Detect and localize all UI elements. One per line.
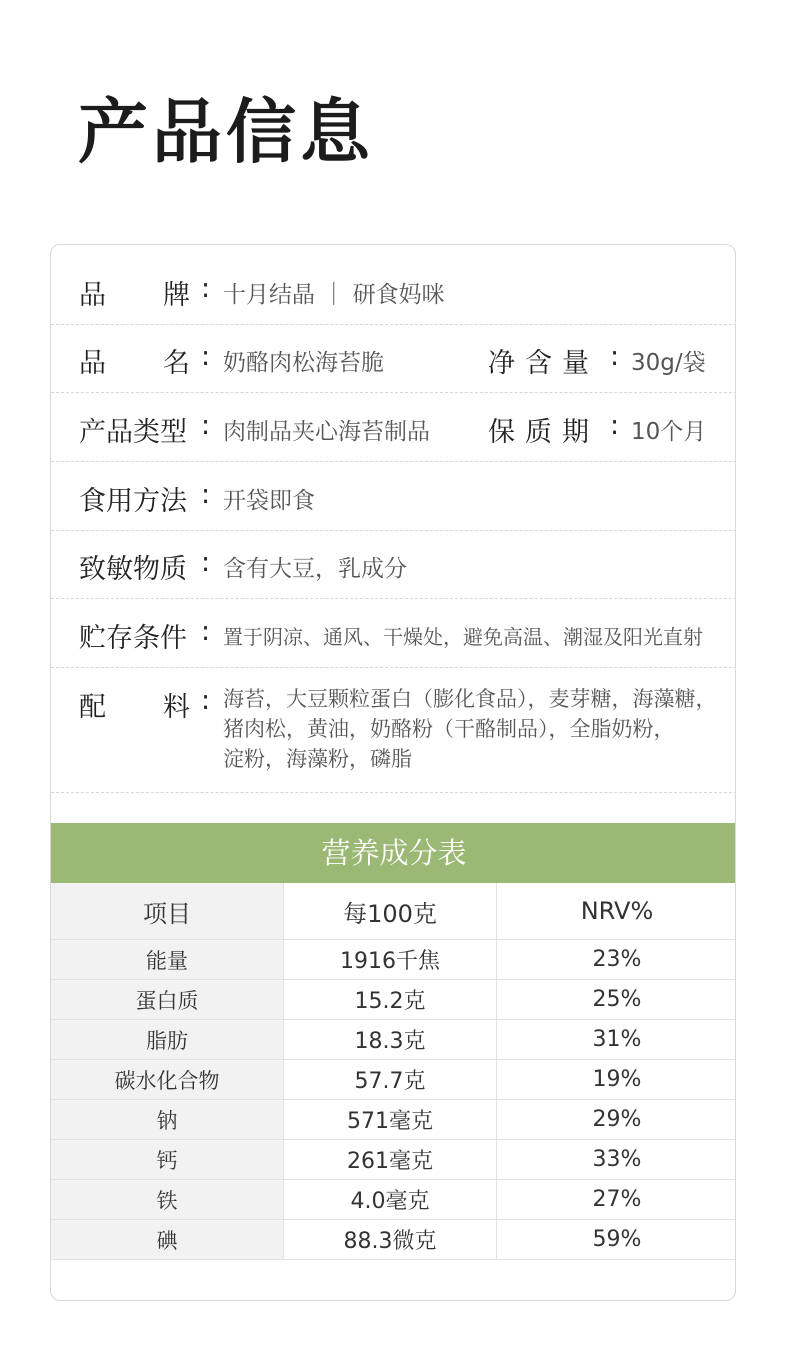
nutrition-table-title: 营养成分表: [51, 823, 736, 883]
nutrient-amount: 15.2克: [284, 980, 497, 1020]
info-row-ingredients: 配 料 : 海苔，大豆颗粒蛋白（膨化食品），麦芽糖，海藻糖， 猪肉松，黄油，奶酪粉（干酪制品），全脂奶粉， 淀粉，海藻粉，磷脂: [51, 668, 736, 793]
category-label: 产品类型: [79, 417, 187, 448]
table-row: [51, 980, 736, 1020]
name-colon: :: [201, 341, 211, 372]
net-content-colon: :: [610, 341, 620, 372]
nutrient-amount: 571毫克: [284, 1100, 497, 1140]
nutrient-name: 蛋白质: [51, 980, 284, 1020]
table-row: [51, 1100, 736, 1140]
nutrient-amount: 261毫克: [284, 1140, 497, 1180]
brand-value: 十月结晶 ｜ 研食妈咪: [223, 282, 445, 308]
nutrient-nrv: 59%: [497, 1220, 737, 1260]
table-row: [51, 1140, 736, 1180]
nutrient-name: 脂肪: [51, 1020, 284, 1060]
column-header-per100g: 每100克: [284, 883, 497, 940]
allergen-colon: :: [201, 547, 211, 578]
table-row: [51, 1180, 736, 1220]
storage-label: 贮存条件: [79, 623, 187, 654]
ingredients-colon: :: [201, 685, 211, 716]
info-row-usage: [51, 462, 736, 531]
net-content-label: 净含量: [488, 348, 599, 379]
product-info-card: [50, 244, 736, 1301]
allergen-label: 致敏物质: [79, 554, 187, 585]
brand-colon: :: [201, 273, 211, 304]
name-value: 奶酪肉松海苔脆: [223, 350, 384, 376]
category-colon: :: [201, 410, 211, 441]
nutrition-table: [51, 883, 736, 1260]
column-header-nrv: NRV%: [497, 883, 737, 940]
nutrient-name: 钠: [51, 1100, 284, 1140]
usage-label: 食用方法: [79, 486, 187, 517]
nutrient-nrv: 33%: [497, 1140, 737, 1180]
info-row-category: [51, 393, 736, 462]
page-title: 产品信息: [78, 91, 374, 173]
usage-colon: :: [201, 479, 211, 510]
storage-colon: :: [201, 616, 211, 647]
nutrient-nrv: 25%: [497, 980, 737, 1020]
allergen-value: 含有大豆，乳成分: [223, 556, 407, 582]
nutrient-nrv: 29%: [497, 1100, 737, 1140]
net-content-value: 30g/袋: [631, 350, 706, 376]
storage-value: 置于阴凉、通风、干燥处，避免高温、潮湿及阳光直射: [223, 625, 703, 649]
table-row: [51, 1220, 736, 1260]
nutrient-nrv: 31%: [497, 1020, 737, 1060]
info-row-name: 品 名 : 奶酪肉松海苔脆 净含量 : 30g/袋: [51, 325, 736, 393]
info-row-allergen: [51, 531, 736, 599]
ingredients-line: 猪肉松，黄油，奶酪粉（干酪制品），全脂奶粉，: [223, 717, 675, 741]
info-row-brand: 品 牌 : 十月结晶 ｜ 研食妈咪: [51, 245, 736, 325]
nutrient-name: 能量: [51, 940, 284, 980]
ingredients-value: [223, 684, 717, 774]
category-value: 肉制品夹心海苔制品: [223, 419, 430, 445]
nutrient-nrv: 23%: [497, 940, 737, 980]
nutrient-amount: 18.3克: [284, 1020, 497, 1060]
nutrient-nrv: 19%: [497, 1060, 737, 1100]
nutrient-amount: 1916千焦: [284, 940, 497, 980]
column-header-item: 项目: [51, 883, 284, 940]
shelf-life-colon: :: [610, 410, 620, 441]
nutrient-name: 碘: [51, 1220, 284, 1260]
nutrient-name: 钙: [51, 1140, 284, 1180]
shelf-life-label: 保质期: [488, 417, 599, 448]
nutrition-header-row: [51, 883, 736, 940]
nutrient-amount: 88.3微克: [284, 1220, 497, 1260]
table-row: [51, 940, 736, 980]
nutrient-amount: 57.7克: [284, 1060, 497, 1100]
ingredients-line: 海苔，大豆颗粒蛋白（膨化食品），麦芽糖，海藻糖，: [223, 687, 717, 711]
nutrient-amount: 4.0毫克: [284, 1180, 497, 1220]
nutrient-name: 铁: [51, 1180, 284, 1220]
shelf-life-value: 10个月: [631, 419, 707, 445]
ingredients-line: 淀粉，海藻粉，磷脂: [223, 747, 412, 771]
usage-value: 开袋即食: [223, 488, 315, 514]
nutrient-nrv: 27%: [497, 1180, 737, 1220]
table-row: [51, 1060, 736, 1100]
info-row-storage: [51, 599, 736, 668]
table-row: [51, 1020, 736, 1060]
nutrient-name: 碳水化合物: [51, 1060, 284, 1100]
